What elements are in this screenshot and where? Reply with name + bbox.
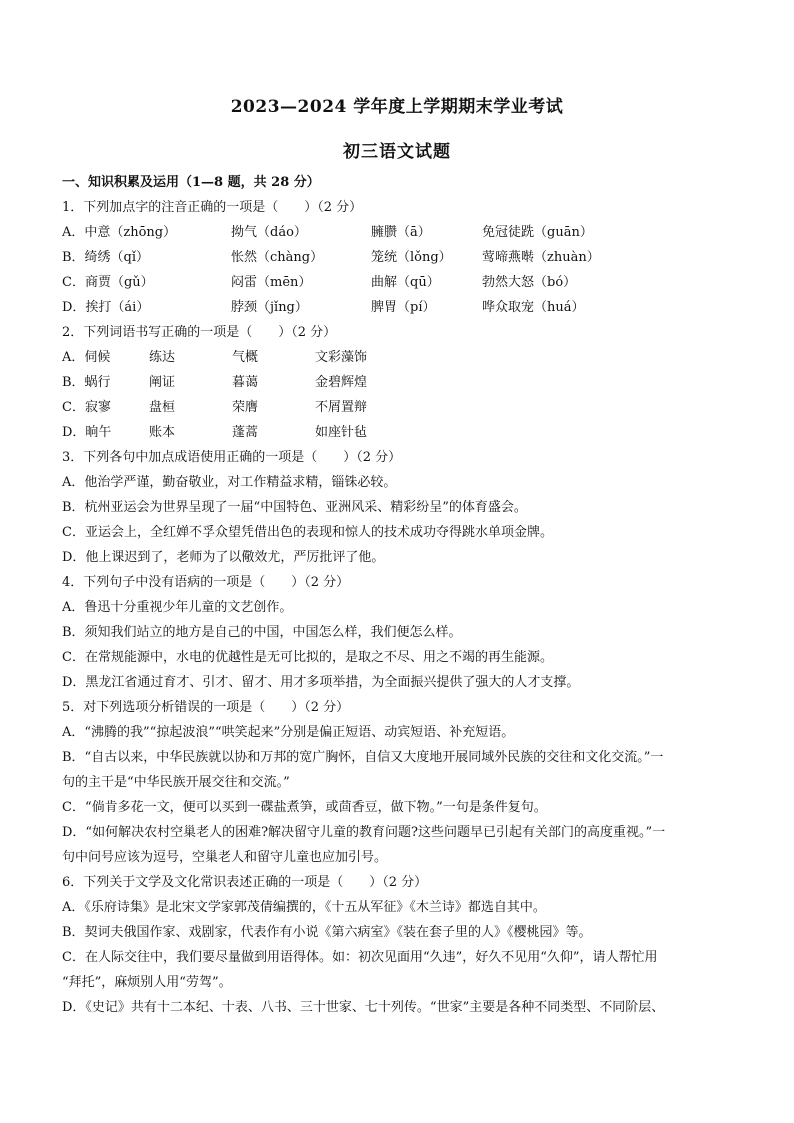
q6-line-3: C．在人际交往中，我们要尽量做到用语得体。如：初次见面用“久违”，好久不见用“久仰”，请人帮忙用 (62, 950, 658, 965)
q2-b-item-3: 暮蔼 (232, 375, 259, 390)
q1-d-item-2: 脖颈（jǐng） (231, 300, 308, 315)
q5-line-1: A．“沸腾的我”“掠起波浪”“哄笑起来”分别是偏正短语、动宾短语、补充短语。 (62, 725, 515, 740)
exam-subtitle: 初三语文试题 (343, 142, 451, 162)
q1-b-item-2: 怅然（chàng） (231, 250, 324, 265)
q3-option-d: D．他上课迟到了，老师为了以儆效尤，严厉批评了他。 (62, 550, 385, 565)
q3-option-c: C．亚运会上，全红婵不孚众望凭借出色的表现和惊人的技术成功夺得跳水单项金牌。 (62, 525, 553, 540)
q2-c-item-3: 荣膺 (232, 400, 259, 415)
q6-line-5: D．《史记》共有十二本纪、十表、八书、三十世家、七十列传。“世家”主要是各种不同类型、不同阶层、 (62, 1000, 665, 1015)
q1-a-item-2: 拗气（dáo） (231, 225, 307, 240)
q1-option-row-c (62, 270, 738, 295)
q2-a-item-3: 气概 (232, 350, 259, 365)
q1-b-item-3: 笼统（lǒng） (371, 250, 452, 265)
q4-option-d: D．黑龙江省通过育才、引才、留才、用才多项举措，为全面振兴提供了强大的人才支撑。 (62, 675, 580, 690)
q2-d-item-2: 账本 (149, 425, 176, 440)
question-5-stem: 5．对下列选项分析错误的一项是（ ）（2 分） (62, 700, 350, 715)
q6-line-4: “拜托”，麻烦别人用“劳驾”。 (62, 975, 232, 990)
q5-line-3: 句的主干是“中华民族开展交往和交流。” (62, 775, 290, 790)
q2-d-item-3: 蓬蒿 (232, 425, 259, 440)
q2-a-item-2: 练达 (149, 350, 176, 365)
q1-b-item-4: 莺啼燕啭（zhuàn） (482, 250, 600, 265)
question-3-stem: 3．下列各句中加点成语使用正确的一项是（ ）（2 分） (62, 450, 402, 465)
q3-option-b: B．杭州亚运会为世界呈现了一届“中国特色、亚洲风采、精彩纷呈”的体育盛会。 (62, 500, 527, 515)
q1-option-row-d (62, 295, 738, 320)
q6-line-2: B．契诃夫俄国作家、戏剧家，代表作有小说《第六病室》《装在套子里的人》《樱桃园》等。 (62, 925, 592, 940)
q2-option-row-a (62, 345, 738, 370)
q2-option-row-d (62, 420, 738, 445)
q5-line-4: C．“倘肯多花一文，便可以买到一碟盐煮笋，或茴香豆，做下物。”一句是条件复句。 (62, 800, 547, 815)
question-6-stem: 6．下列关于文学及文化常识表述正确的一项是（ ）（2 分） (62, 875, 428, 890)
q2-option-row-c (62, 395, 738, 420)
q1-option-row-a (62, 220, 738, 245)
q1-d-item-1: D．挨打（ái） (62, 300, 150, 315)
q1-b-item-1: B．绮绣（qǐ） (62, 250, 150, 265)
q2-c-item-1: C．寂寥 (62, 400, 111, 415)
q1-c-item-1: C．商贾（gǔ） (62, 275, 154, 290)
q2-b-item-1: B．蜗行 (62, 375, 111, 390)
q2-a-item-1: A．伺候 (62, 350, 111, 365)
q2-c-item-4: 不屑置辩 (315, 400, 368, 415)
q1-a-item-1: A．中意（zhōng） (62, 225, 177, 240)
question-2-stem: 2．下列词语书写正确的一项是（ ）（2 分） (62, 325, 337, 340)
question-1-stem: 1．下列加点字的注音正确的一项是（ ）（2 分） (62, 200, 363, 215)
q5-line-2: B．“自古以来，中华民族就以协和万邦的宽广胸怀，自信又大度地开展同域外民族的交往和文化交流。”一 (62, 750, 664, 765)
q1-a-item-3: 臃臜（ā） (371, 225, 431, 240)
q2-b-item-2: 阐证 (149, 375, 176, 390)
q4-option-a: A．鲁迅十分重视少年儿童的文艺创作。 (62, 600, 293, 615)
q2-option-row-b (62, 370, 738, 395)
q2-d-item-4: 如座针毡 (315, 425, 368, 440)
exam-title: 2023—2024 学年度上学期期末学业考试 (230, 97, 564, 117)
q3-option-a: A．他治学严谨，勤奋敬业，对工作精益求精，锱铢必较。 (62, 475, 397, 490)
q4-option-b: B．须知我们站立的地方是自己的中国，中国怎么样，我们便怎么样。 (62, 625, 462, 640)
question-4-stem: 4．下列句子中没有语病的一项是（ ）（2 分） (62, 575, 350, 590)
q1-c-item-2: 闷雷（mēn） (231, 275, 312, 290)
q1-d-item-4: 哗众取宠（huá） (482, 300, 585, 315)
q2-b-item-4: 金碧辉煌 (315, 375, 368, 390)
exam-content (62, 170, 738, 1020)
section-heading: 一、知识积累及运用（1—8 题，共 28 分） (62, 175, 320, 190)
q2-d-item-1: D．晌午 (62, 425, 112, 440)
q1-a-item-4: 免冠徒跣（guān） (482, 225, 593, 240)
q5-line-5: D．“如何解决农村空巢老人的困难?解决留守儿童的教育问题?这些问题早已引起有关部门的高度重视。”一 (62, 825, 666, 840)
q1-d-item-3: 脾胃（pí） (371, 300, 436, 315)
q1-option-row-b (62, 245, 738, 270)
q2-c-item-2: 盘桓 (149, 400, 176, 415)
q4-option-c: C．在常规能源中，水电的优越性是无可比拟的，是取之不尽、用之不竭的再生能源。 (62, 650, 553, 665)
q2-a-item-4: 文彩藻饰 (315, 350, 368, 365)
q1-c-item-3: 曲解（qū） (371, 275, 440, 290)
q5-line-6: 句中问号应该为逗号，空巢老人和留守儿童也应加引号。 (62, 850, 388, 865)
q6-line-1: A．《乐府诗集》是北宋文学家郭茂倩编撰的，《十五从军征》《木兰诗》都选自其中。 (62, 900, 546, 915)
q1-c-item-4: 勃然大怒（bó） (482, 275, 577, 290)
